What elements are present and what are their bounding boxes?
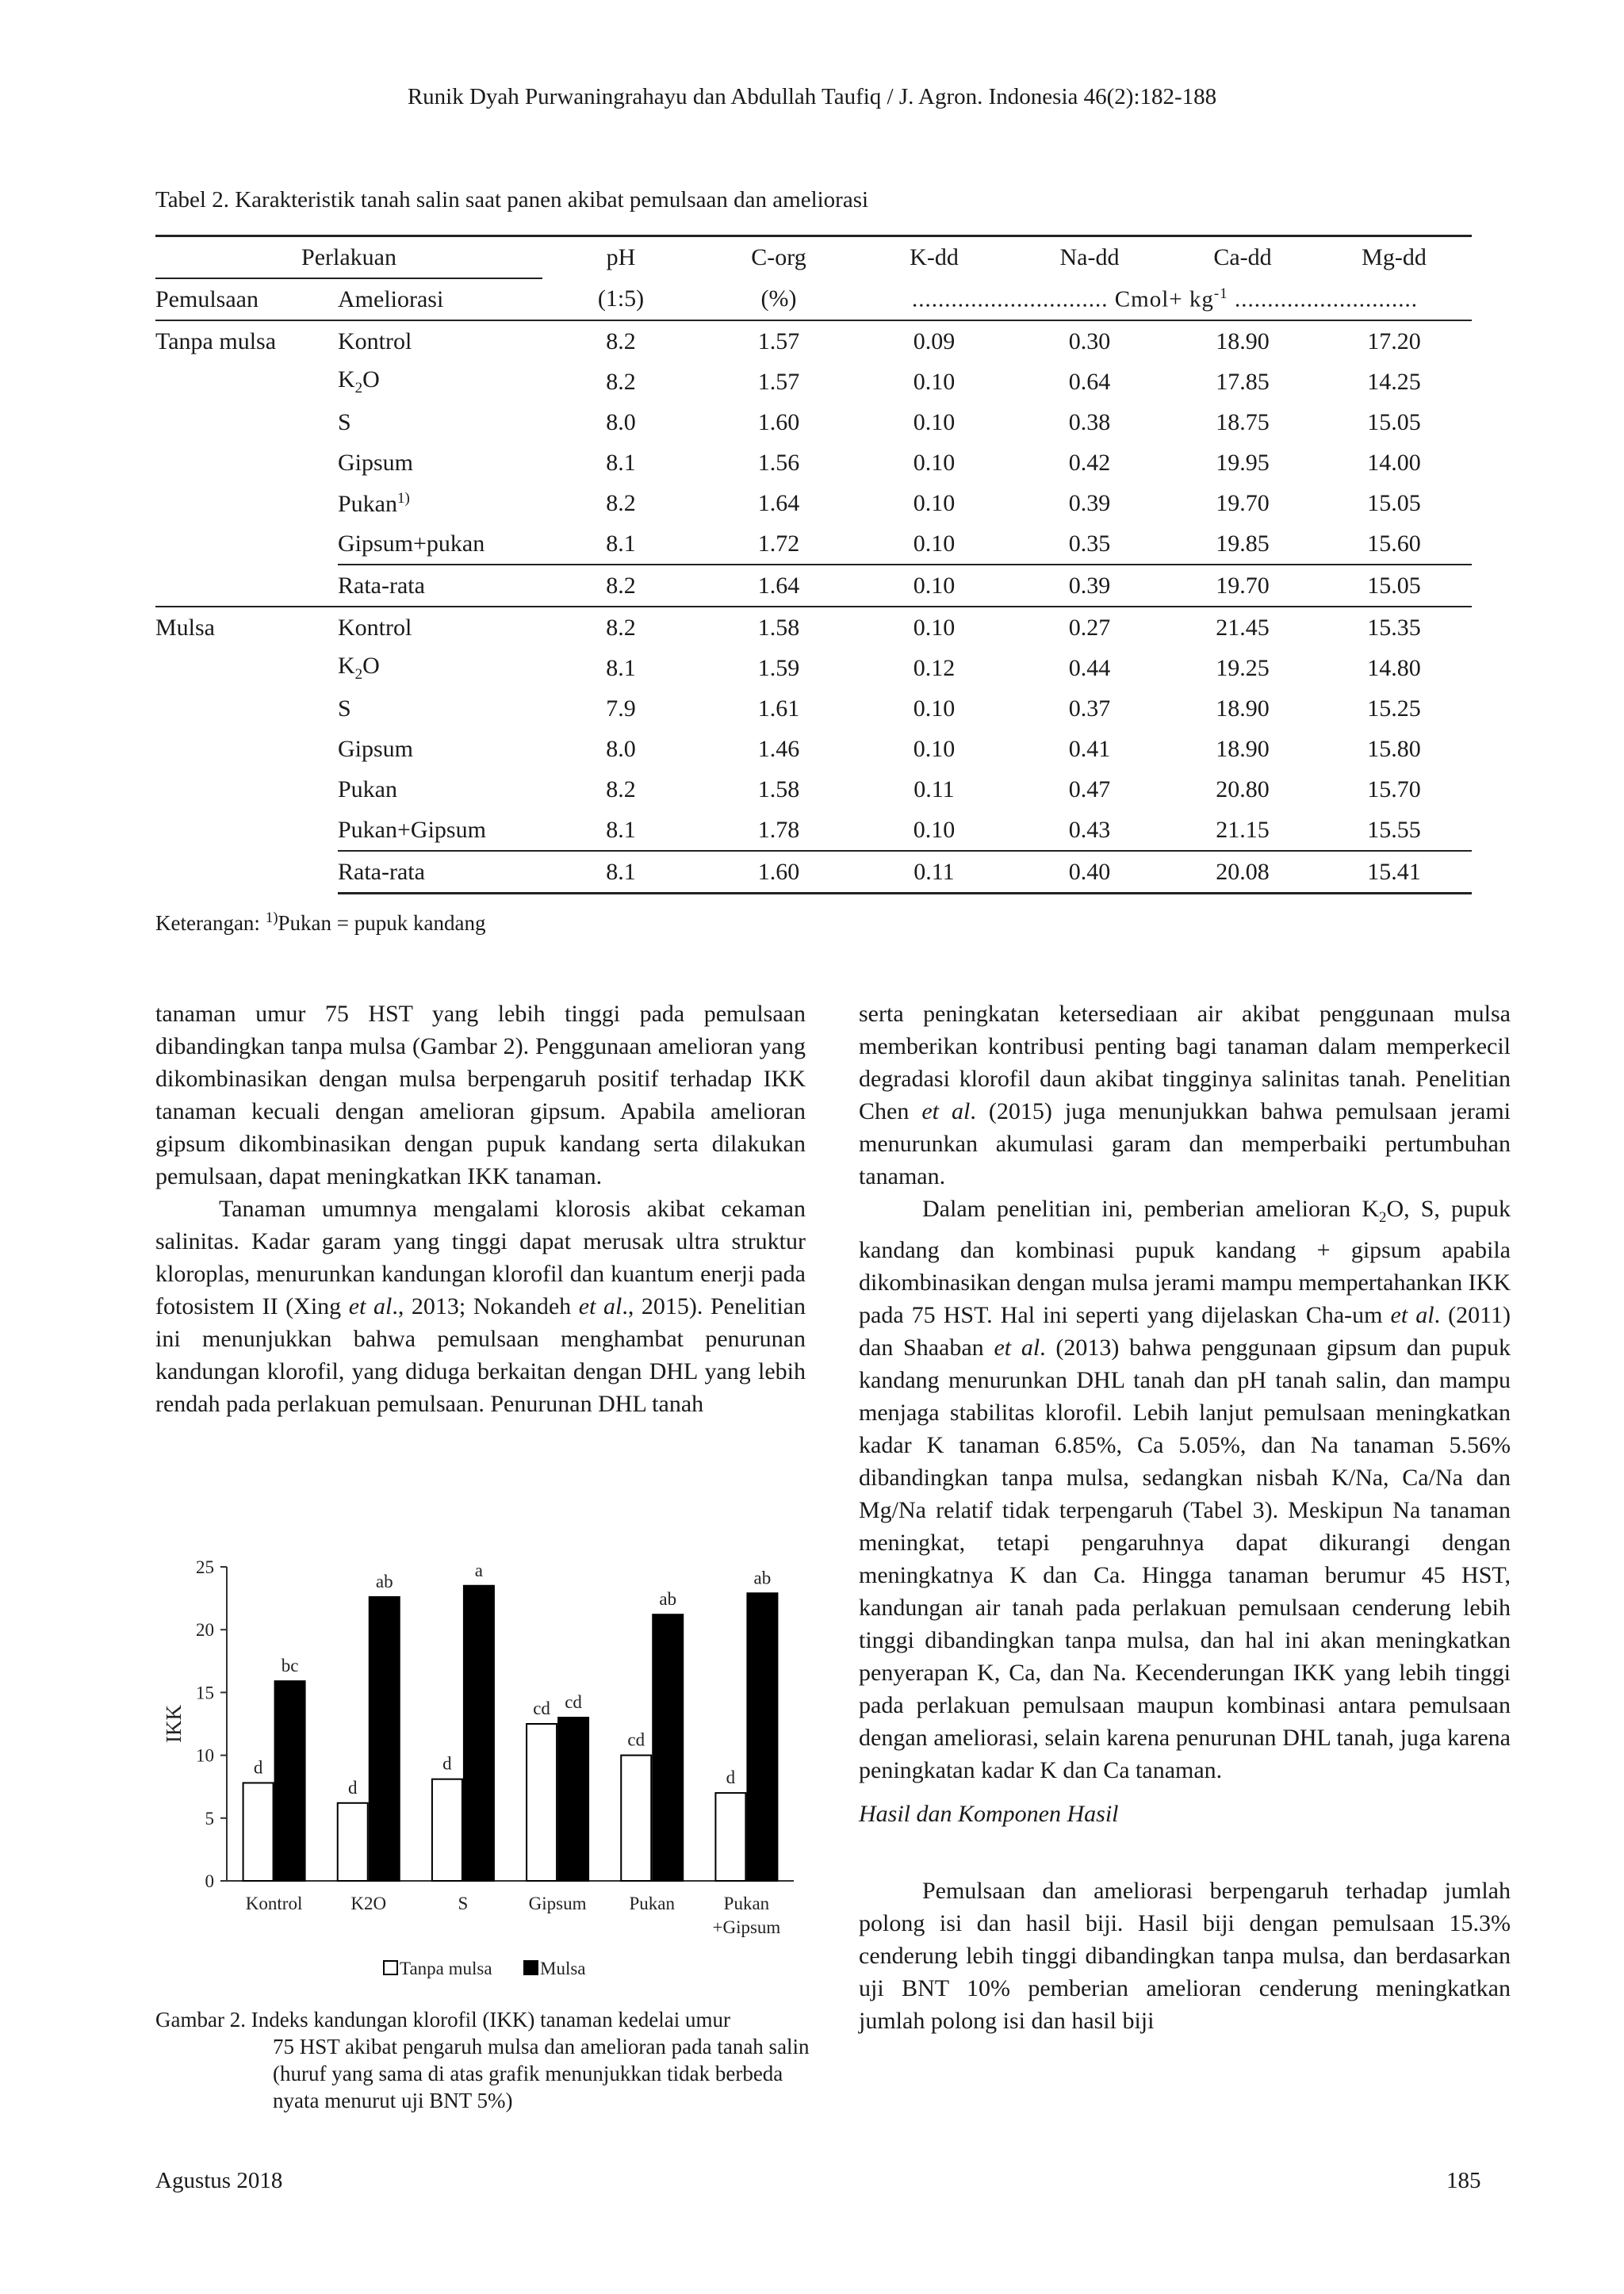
legend-label: Tanpa mulsa — [400, 1959, 492, 1978]
table-row-mean: Rata-rata 8.2 1.64 0.10 0.39 19.70 15.05 — [155, 565, 1472, 607]
bar-tanpa-mulsa — [338, 1803, 368, 1881]
left-text-column — [155, 998, 806, 1420]
y-axis-label: IKK — [162, 1705, 186, 1743]
header-kdd: K-dd — [858, 236, 1010, 279]
paragraph: Pemulsaan dan ameliorasi berpengaruh terhadap jumlah polong isi dan hasil biji. Hasil biji dengan pemulsaan 15.3% cenderung lebih tinggi dibandingkan tanpa mulsa, dan berdasarkan uji BNT 10% pemberian amelioran cenderung meningkatkan jumlah polong isi dan hasil biji — [859, 1878, 1511, 2034]
bar-tanpa-mulsa — [527, 1724, 557, 1881]
page-number: 185 — [1446, 2168, 1481, 2193]
bar-significance-label: cd — [565, 1692, 582, 1713]
header-ph-unit: (1:5) — [542, 278, 699, 320]
header-corg: C-org — [699, 236, 858, 279]
ikk-bar-chart — [155, 1545, 814, 2005]
bar-mulsa — [747, 1593, 777, 1881]
bar-significance-label: ab — [753, 1568, 772, 1588]
y-tick-label: 15 — [196, 1683, 214, 1703]
header-ph: pH — [542, 236, 699, 279]
bar-significance-label: a — [474, 1560, 484, 1580]
bar-tanpa-mulsa — [621, 1756, 651, 1881]
bar-tanpa-mulsa — [715, 1793, 745, 1881]
legend-swatch-tanpa-mulsa — [384, 1961, 397, 1974]
bar-significance-label: cd — [627, 1729, 645, 1750]
table-row: Gipsum+pukan 8.1 1.72 0.10 0.35 19.85 15.60 — [338, 530, 1421, 557]
bar-significance-label: d — [253, 1757, 263, 1778]
header-ameliorasi: Ameliorasi — [338, 278, 542, 320]
y-tick-label: 0 — [205, 1871, 214, 1891]
x-tick-label: Kontrol — [245, 1894, 303, 1913]
paragraph: tanaman umur 75 HST yang lebih tinggi pada pemulsaan dibandingkan tanpa mulsa (Gambar 2). Penggunaan amelioran yang dikombinasikan dengan mulsa berpengaruh positif terhadap IKK tanaman kecuali dengan amelioran gipsum. Apabila amelioran gipsum dikombinasikan dengan pupuk kandang serta dilakukan pemulsaan, dapat meningkatkan IKK tanaman. — [155, 1001, 806, 1189]
bar-mulsa — [558, 1718, 588, 1881]
bar-mulsa — [464, 1586, 494, 1881]
x-tick-label: +Gipsum — [712, 1917, 781, 1937]
x-tick-label: Pukan — [629, 1894, 675, 1913]
bar-significance-label: d — [726, 1767, 736, 1788]
header-corg-unit: (%) — [699, 278, 858, 320]
table-row: Pukan 8.2 1.58 0.11 0.47 20.80 15.70 — [338, 776, 1421, 802]
group-label-tanpa-mulsa: Tanpa mulsa — [155, 327, 277, 354]
table-row: Tanpa mulsa Kontrol 8.2 1.57 0.09 0.30 18.90 17.20 — [155, 320, 1472, 362]
table-header-row-2 — [155, 278, 1472, 320]
table-row: Gipsum 8.1 1.56 0.10 0.42 19.95 14.00 — [338, 449, 1421, 476]
table-row: $K_2O$ 8.2 1.57 0.10 0.64 17.85 14.25 — [338, 366, 1421, 396]
legend-label: Mulsa — [540, 1959, 586, 1978]
y-tick-label: 20 — [196, 1620, 214, 1641]
bar-significance-label: d — [348, 1777, 358, 1798]
running-head: Runik Dyah Purwaningrahayu dan Abdullah Taufiq / J. Agron. Indonesia 46(2):182-188 — [407, 84, 1217, 109]
paragraph: Dalam penelitian ini, pemberian amelioran $K_2O$, S, pupuk kandang dan kombinasi pupuk kandang + gipsum apabila dikombinasikan dengan mulsa jerami mampu mempertahankan IKK pada 75 HST. Hal ini seperti yang dijelaskan Cha-um et al. (2011) dan Shaaban et al. (2013) bahwa penggunaan gipsum dan pupuk kandang menurunkan DHL tanah dan pH tanah salin, dan mampu menjaga stabilitas klorofil. Lebih lanjut pemulsaan meningkatkan kadar K tanaman 6.85%, Ca 5.05%, dan Na tanaman 5.56% dibandingkan tanpa mulsa, sedangkan nisbah K/Na, Ca/Na dan Mg/Na relatif tidak terpengaruh (Tabel 3). Meskipun Na tanaman meningkat, tetapi pengaruhnya dapat dikurangi dengan meningkatnya K dan Ca. Hingga tanaman berumur 45 HST, kandungan air tanah pada perlakuan pemulsaan cenderung lebih tinggi dibandingkan tanpa mulsa, dan hal ini akan meningkatkan penyerapan K, Ca, dan Na. Kecenderungan IKK yang lebih tinggi pada perlakuan pemulsaan maupun kombinasi antara pemulsaan dengan ameliorasi, selain karena penurunan DHL tanah, juga karena peningkatan kadar K dan Ca tanaman. — [859, 1196, 1511, 1783]
chart-canvas — [155, 1545, 814, 2005]
soil-characteristics-table — [155, 235, 1472, 894]
table-caption: Tabel 2. Karakteristik tanah salin saat panen akibat pemulsaan dan ameliorasi — [155, 187, 869, 213]
section-heading: Hasil dan Komponen Hasil — [859, 1801, 1119, 1827]
table-row: S 8.0 1.60 0.10 0.38 18.75 15.05 — [338, 408, 1421, 435]
y-tick-label: 10 — [196, 1745, 214, 1766]
bar-significance-label: cd — [533, 1698, 550, 1718]
footer-date: Agustus 2018 — [155, 2168, 283, 2193]
header-mgdd: Mg-dd — [1316, 236, 1472, 279]
bar-tanpa-mulsa — [243, 1783, 274, 1881]
table-row: Pukan+Gipsum 8.1 1.78 0.10 0.43 21.15 15.55 — [338, 816, 1421, 843]
x-tick-label: S — [458, 1894, 469, 1913]
bar-mulsa — [370, 1597, 400, 1881]
header-cadd: Ca-dd — [1169, 236, 1316, 279]
bar-significance-label: ab — [659, 1589, 677, 1610]
header-nadd: Na-dd — [1010, 236, 1169, 279]
bar-significance-label: ab — [375, 1572, 393, 1592]
figure-caption: Gambar 2. Indeks kandungan klorofil (IKK) tanaman kedelai umur 75 HST akibat pengaruh mulsa dan amelioran pada tanah salin (huruf yang sama di atas grafik menunjukkan tidak berbeda nyata menurut uji BNT 5%) — [155, 2008, 810, 2112]
paragraph: serta peningkatan ketersediaan air akibat penggunaan mulsa memberikan kontribusi penting bagi tanaman dalam memperkecil degradasi klorofil daun akibat tingginya salinitas tanah. Penelitian Chen et al. (2015) juga menunjukkan bahwa pemulsaan jerami menurunkan akumulasi garam dan memperbaiki pertumbuhan tanaman. — [859, 1001, 1511, 1189]
table-row: $K_2O$ 8.1 1.59 0.12 0.44 19.25 14.80 — [338, 653, 1421, 683]
legend-swatch-mulsa — [524, 1961, 538, 1974]
table-row-mean: Rata-rata 8.1 1.60 0.11 0.40 20.08 15.41 — [155, 851, 1472, 894]
y-tick-label: 25 — [196, 1557, 214, 1577]
x-tick-label: Gipsum — [528, 1894, 587, 1913]
x-tick-label: K2O — [350, 1894, 387, 1913]
header-unit-cmol: .............................. Cmol+ $kg^{-1}$ ............................ — [858, 278, 1472, 320]
paragraph: Tanaman umumnya mengalami klorosis akibat cekaman salinitas. Kadar garam yang tinggi dapat merusak ultra struktur kloroplas, menurunkan kandungan klorofil dan kuantum enerji pada fotosistem II (Xing et al., 2013; Nokandeh et al., 2015). Penelitian ini menunjukkan bahwa pemulsaan menghambat penurunan kandungan klorofil, yang diduga berkaitan dengan DHL yang lebih rendah pada perlakuan pemulsaan. Penurunan DHL tanah — [155, 1196, 806, 1417]
bar-mulsa — [275, 1681, 305, 1881]
bar-mulsa — [653, 1614, 683, 1881]
table-note: Keterangan: $^{1)}$Pukan = pupuk kandang — [155, 910, 486, 935]
table-row: Gipsum 8.0 1.46 0.10 0.41 18.90 15.80 — [338, 735, 1421, 762]
table-row: Pukan$^{1)}$ 8.2 1.64 0.10 0.39 19.70 15.05 — [338, 489, 1421, 517]
header-perlakuan: Perlakuan — [155, 236, 542, 279]
header-pemulsaan: Pemulsaan — [155, 278, 338, 320]
y-tick-label: 5 — [205, 1808, 214, 1829]
bar-significance-label: bc — [281, 1656, 299, 1676]
group-label-mulsa: Mulsa — [155, 607, 338, 648]
bar-tanpa-mulsa — [432, 1779, 462, 1881]
x-tick-label: Pukan — [723, 1894, 770, 1913]
bar-significance-label: d — [442, 1753, 452, 1774]
table-header-row-1 — [155, 236, 1472, 279]
table-row: Mulsa Kontrol 8.2 1.58 0.10 0.27 21.45 15.35 — [155, 607, 1472, 648]
table-row: S 7.9 1.61 0.10 0.37 18.90 15.25 — [338, 695, 1421, 722]
right-text-column — [859, 998, 1511, 2037]
